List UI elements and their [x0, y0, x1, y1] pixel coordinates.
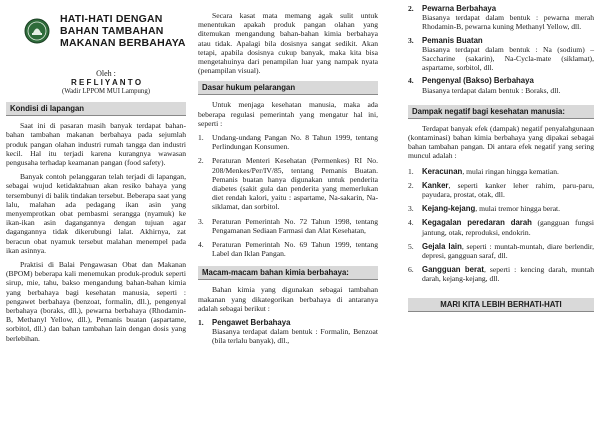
paragraph-bahan-intro: Bahan kimia yang digunakan sebagai tambahan makanan yang dikategorikan berbahaya di antaranya adalah sebagai berikut :	[198, 285, 378, 313]
column-3	[408, 0, 594, 424]
paragraph-kondisi-3: Praktisi di Balai Pengawasan Obat dan Makanan (BPOM) beberapa kali menemukan produk-produk seperti sirup, mie, tahu, bakso mengandung bahan-bahan kimia yang berbahaya bagi kesehatan manusia, seperti : pengawet berbahaya (benzoat, formalin, dll.), pengenyal berbahaya (boraks, dll.), pewarna berbahaya (Rhodamin-B, Methanyl Yellow, dll.), Pemanis buatan (aspartame, sorbitol, dll.) dan bahan tambahan lain dengan dosis yang berlebihan.	[6, 260, 186, 343]
list-item: 4. Kegagalan peredaran darah (gangguan fungsi jantung, otak, reproduksi, endokrin.	[408, 218, 594, 237]
author-name: R E F L I Y A N T O	[70, 78, 142, 88]
item-title: Pengenyal (Bakso) Berbahaya	[422, 76, 534, 86]
paragraph-dampak-intro: Terdapat banyak efek (dampak) negatif penyalahgunaan (kontaminasi) bahan kimia berbahaya yang dipakai sebagai bahan tambahan pangan. Di antara efek negatif yang sering muncul adalah :	[408, 123, 594, 161]
item-text: Biasanya terdapat dalam bentuk : Formalin, Benzoat (bila terlalu banyak), dll.,	[212, 327, 378, 346]
list-item: 2. Peraturan Menteri Kesehatan (Permenkes) RI No. 208/Menkes/Per/IV/85, tentang Pemanis Buatan. Pemanis buatan hanya digunakan untuk penderita diabetes (sakit gula dan penderita yang memerlukan diet rendah kalori, yaitu : aspartame, Na-sakarin, Na-siklamat, dan sorbitol.	[198, 156, 378, 212]
list-item: 3. Pemanis Buatan Biasanya terdapat dalam bentuk : Na (sodium) – Saccharine (sakarin), Na-Cycla-mate (siklamat), aspartame, sorbitol, dll.	[408, 35, 594, 73]
column-1	[6, 0, 186, 424]
list-item: 1. Keracunan, mulai ringan hingga kematian.	[408, 166, 559, 176]
law-list	[198, 133, 378, 258]
list-item: 3. Kejang-kejang, mulai tremor hingga berat.	[408, 204, 561, 214]
paragraph-regulasi-intro: Untuk menjaga kesehatan manusia, maka ada beberapa regulasi pemerintah yang mengatur hal ini, seperti :	[198, 100, 378, 128]
item-text: Biasanya terdapat dalam bentuk : Na (sodium) – Saccharine (sakarin), Na-Cycla-mate (siklamat), aspartame, sorbitol, dll.	[422, 44, 594, 73]
section-heading-dampak: Dampak negatif bagi kesehatan manusia:	[408, 105, 594, 119]
item-text: Biasanya terdapat dalam bentuk : pewarna merah Rhodamin-B, pewarna kuning Methanyl Yellow, dll.	[422, 13, 594, 32]
bahan-list-continued	[408, 4, 594, 95]
paragraph-intro-visual: Secara kasat mata memang agak sulit untuk menentukan apakah produk pangan olahan yang ditemukan mengandung bahan-bahan kimia berbahaya atau tidak. Apalagi bila dosisnya sangat sedikit. Akan tetapi, apabila dosisnya cukup banyak, maka kita bisa mengetahuinya dari penampilan luar yang nampak nyata (penampilan visual).	[198, 11, 378, 76]
item-text: Biasanya terdapat dalam bentuk : Boraks, dll.	[422, 85, 561, 95]
list-item: 2. Kanker, seperti kanker leher rahim, paru-paru, payudara, prostat, otak, dll.	[408, 180, 594, 200]
paragraph-kondisi-2: Banyak contoh pelanggaran telah terjadi di lapangan, sebagai wujud ketidaktahuan akan resiko bahaya yang tersembunyi di balik tindakan tersebut. Beberapa saat yang lalu, malahan ada pedagang ikan asin yang menyemprotkan obat pembasmi serangga (nyamuk) ke ikan-ikan asin dagangannya dengan tujuan agar dagangannya tidak dikerubungi lalat. Akhirnya, zat beracun obat nyamuk tersebut malahan menempel pada ikan asinnya.	[6, 172, 186, 255]
list-item: 4. Peraturan Pemerintah No. 69 Tahun 1999, tentang Label dan Iklan Pangan.	[198, 240, 378, 259]
byline	[26, 69, 186, 96]
section-heading-dasar-hukum: Dasar hukum pelarangan	[198, 81, 378, 95]
section-heading-kondisi: Kondisi di lapangan	[6, 102, 186, 116]
list-item: 3. Peraturan Pemerintah No. 72 Tahun 1998, tentang Pengamanan Sediaan Farmasi dan Alat Kesehatan,	[198, 216, 378, 235]
by-label: Oleh :	[96, 69, 116, 78]
effects-list	[408, 167, 594, 284]
list-item: 4. Pengenyal (Bakso) Berbahaya Biasanya terdapat dalam bentuk : Boraks, dll.	[408, 76, 561, 95]
list-item: 6. Gangguan berat, seperti : kencing darah, muntah darah, kejang-kejang, dll.	[408, 265, 594, 284]
list-item: 2. Pewarna Berbahaya Biasanya terdapat dalam bentuk : pewarna merah Rhodamin-B, pewarna kuning Methanyl Yellow, dll.	[408, 4, 594, 32]
item-title: Pewarna Berbahaya	[422, 4, 497, 13]
leaflet-title: HATI-HATI DENGAN BAHAN TAMBAHAN MAKANAN BERBAHAYA	[60, 13, 186, 49]
section-heading-macam-bahan: Macam-macam bahan kimia berbahaya:	[198, 266, 378, 280]
item-title: Pengawet Berbahaya	[212, 318, 291, 328]
list-item: 5. Gejala lain, seperti : muntah-muntah, diare berlendir, depresi, gangguan saraf, dll.	[408, 241, 594, 261]
column-2	[198, 0, 378, 424]
mui-logo-icon	[24, 18, 50, 44]
bahan-list-start	[198, 318, 378, 346]
closing-banner: MARI KITA LEBIH BERHATI-HATI	[408, 298, 594, 312]
paragraph-kondisi-1: Saat ini di pasaran masih banyak terdapat bahan-bahan tambahan makanan berbahaya pada sejumlah produk pangan olahan industri rumah tangga dan industri kecil. Hal itu terjadi karena kurangnya wawasan pengusaha terhadap keamanan pangan (food safety).	[6, 121, 186, 168]
list-item: 1. Pengawet Berbahaya Biasanya terdapat dalam bentuk : Formalin, Benzoat (bila terlalu banyak), dll.,	[198, 318, 378, 346]
item-title: Pemanis Buatan	[422, 35, 483, 45]
list-item: 1. Undang-undang Pangan No. 8 Tahun 1999, tentang Perlindungan Konsumen.	[198, 133, 378, 152]
header	[6, 0, 186, 70]
author-affiliation: (Wadir LPPOM MUI Lampung)	[62, 88, 150, 96]
